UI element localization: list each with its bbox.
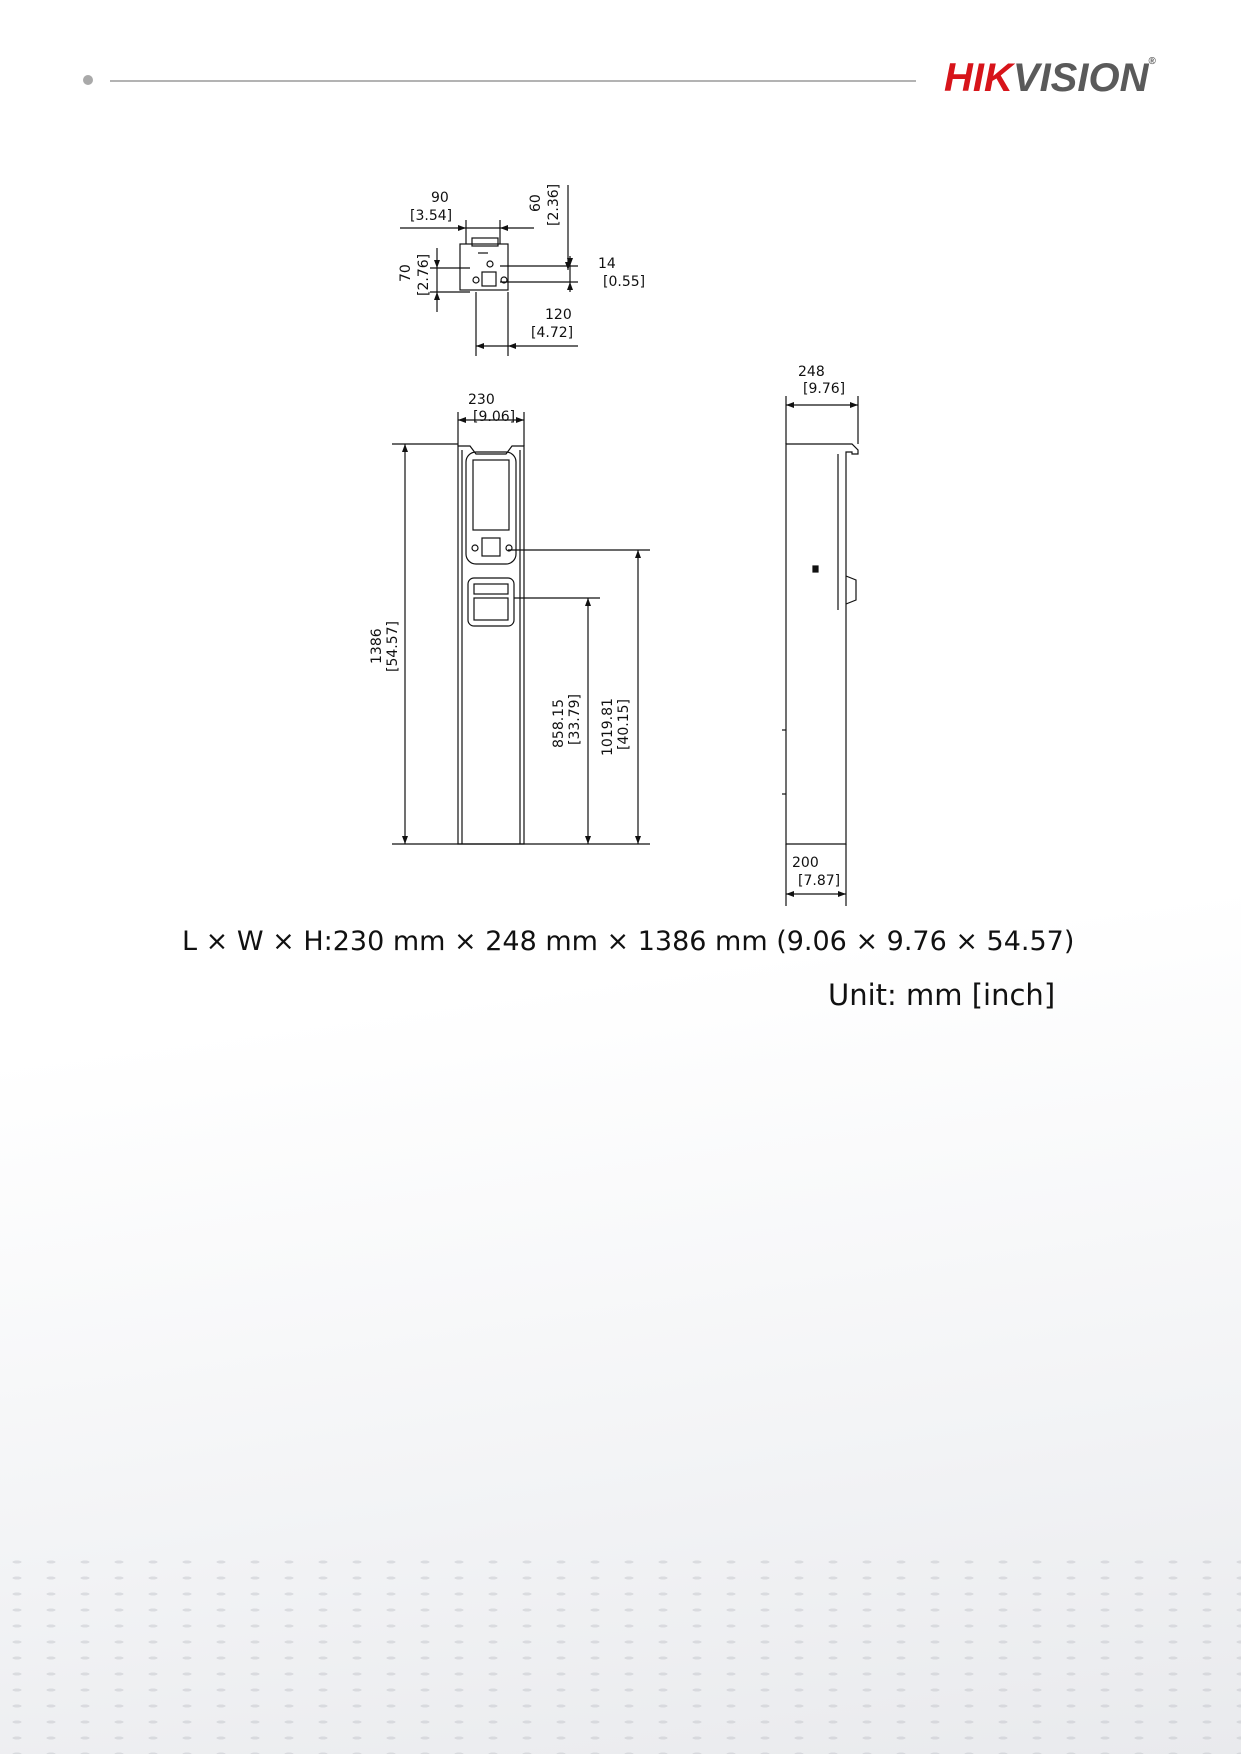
label-230-inch: [9.06] xyxy=(473,409,516,425)
label-120-inch: [4.72] xyxy=(531,325,574,341)
side-indicator xyxy=(813,566,818,572)
label-120: 120 xyxy=(545,307,572,323)
label-60-inch: [2.36] xyxy=(546,183,562,226)
label-858-inch: [33.79] xyxy=(567,693,583,745)
label-248: 248 xyxy=(798,364,825,380)
label-858: 858.15 xyxy=(551,699,567,748)
label-1386-inch: [54.57] xyxy=(385,620,401,672)
unit-text: Unit: mm [inch] xyxy=(828,978,1056,1012)
label-1019: 1019.81 xyxy=(600,698,616,756)
terminal-camera xyxy=(482,538,500,556)
side-view xyxy=(782,396,858,906)
label-1386: 1386 xyxy=(369,628,385,664)
label-70: 70 xyxy=(398,264,414,282)
label-200-inch: [7.87] xyxy=(798,873,841,889)
label-230: 230 xyxy=(468,392,495,408)
card-reader-housing xyxy=(468,578,514,626)
registered-mark: ® xyxy=(1148,56,1156,67)
post-outline xyxy=(458,446,524,844)
logo-red-text: HIK xyxy=(944,56,1013,100)
front-view xyxy=(392,412,650,844)
label-248-inch: [9.76] xyxy=(803,381,846,397)
terminal-screen xyxy=(473,460,509,530)
logo-grey-text: VISION xyxy=(1012,56,1149,100)
label-14-inch: [0.55] xyxy=(603,274,646,290)
label-90-inch: [3.54] xyxy=(410,208,453,224)
top-view-cap xyxy=(472,238,498,246)
label-60: 60 xyxy=(528,194,544,212)
top-view-body xyxy=(460,244,508,290)
side-outline xyxy=(786,444,858,844)
label-70-inch: [2.76] xyxy=(416,253,432,296)
overall-dimensions-text: L × W × H:230 mm × 248 mm × 1386 mm (9.06 × 9.76 × 54.57) xyxy=(182,926,1075,957)
label-14: 14 xyxy=(598,256,616,272)
label-1019-inch: [40.15] xyxy=(616,698,632,750)
label-200: 200 xyxy=(792,855,819,871)
label-90: 90 xyxy=(431,190,449,206)
